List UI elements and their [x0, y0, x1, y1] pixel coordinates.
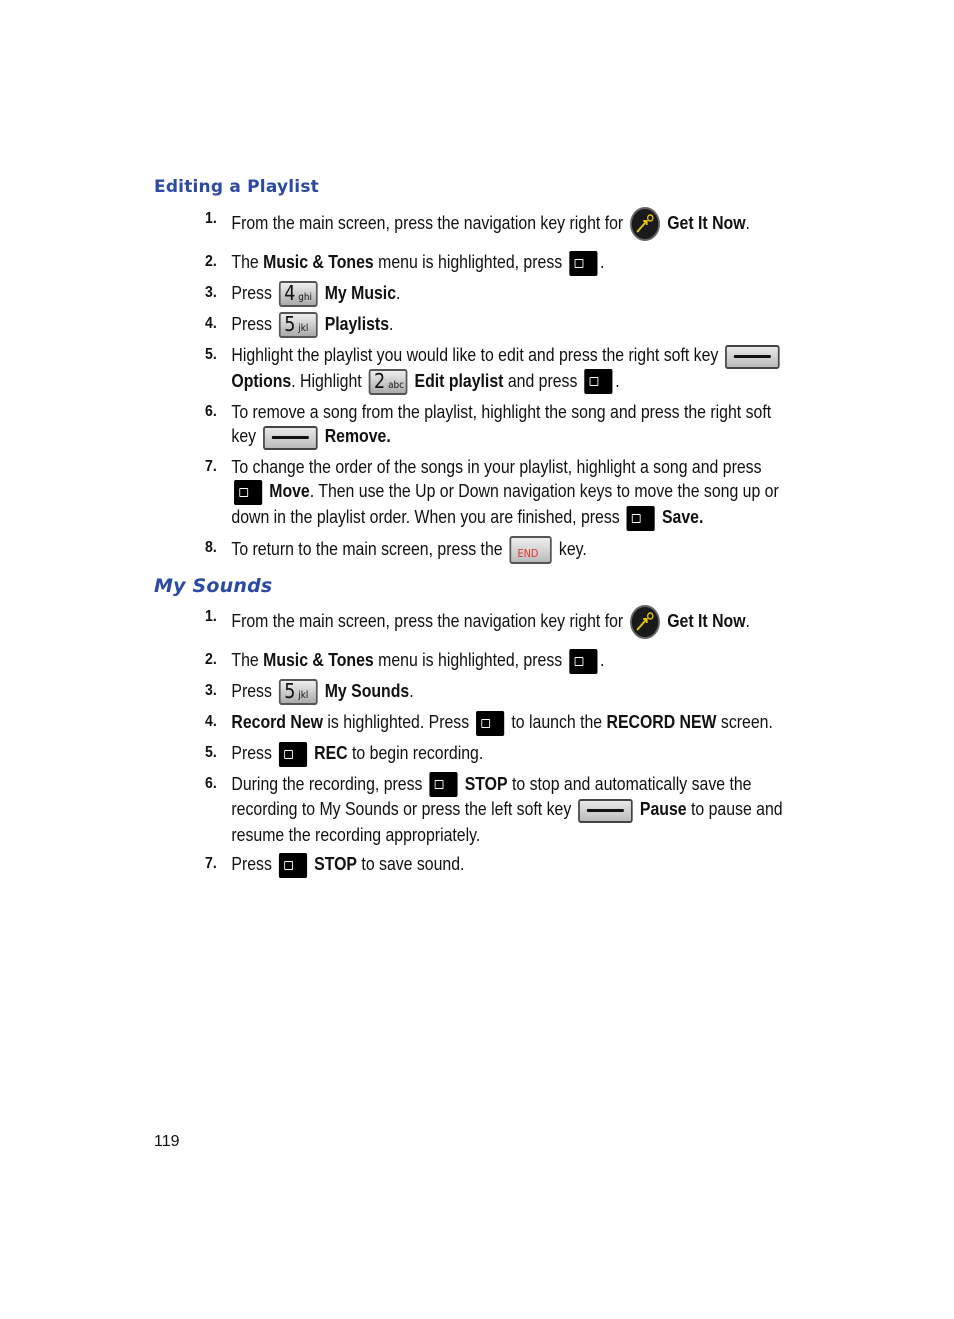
list-item: 8. To return to the main screen, press the END key. [205, 536, 795, 564]
editing-playlist-steps [205, 207, 779, 564]
ok-key-icon [476, 711, 504, 736]
navigation-key-icon [630, 605, 660, 639]
list-item: 6. During the recording, press STOP to stop and automatically save the recording to My Sounds or press the left soft key Pause to pause and resume the recording appropriately. [205, 773, 783, 845]
list-item: 6. To remove a song from the playlist, highlight the song and press the right soft key Remove. [205, 400, 795, 450]
ok-key-icon [234, 480, 262, 505]
list-item: 4. Record New is highlighted. Press to launch the RECORD NEW screen. [205, 710, 795, 736]
navigation-key-icon [630, 207, 660, 241]
ok-key-icon [279, 742, 307, 767]
left-soft-key-icon [578, 799, 633, 823]
key-5-icon: 5 jkl [279, 312, 318, 338]
list-item: 3. Press 4 ghi My Music. [205, 281, 401, 305]
ok-key-icon [584, 369, 612, 394]
ok-key-icon [569, 251, 597, 276]
list-item: 5. Press REC to begin recording. [205, 741, 795, 767]
right-soft-key-icon [263, 426, 318, 450]
list-item: 7. To change the order of the songs in your playlist, highlight a song and press Move. Then use the Up or Down navigation keys to move the song up or down in the playlist order. When you are finished, press Save. [205, 455, 795, 531]
section-heading-my-sounds: My Sounds [154, 575, 273, 597]
list-item: 1. From the main screen, press the navigation key right for Get It Now. [205, 207, 795, 241]
end-key-icon: END [510, 536, 552, 564]
ok-key-icon [279, 853, 307, 878]
ok-key-icon [627, 506, 655, 531]
key-2-icon: 2 abc [369, 369, 408, 395]
list-item: 2. The Music & Tones menu is highlighted, press . [205, 250, 795, 276]
section-heading-editing-playlist: Editing a Playlist [154, 177, 319, 197]
list-item: 7. Press STOP to save sound. [205, 852, 795, 878]
right-soft-key-icon [725, 345, 780, 369]
list-item: 5. Highlight the playlist you would like to edit and press the right soft key Options. Highlight 2 abc Edit playlist and press . [205, 343, 795, 395]
ok-key-icon [569, 649, 597, 674]
my-sounds-steps [205, 605, 783, 878]
list-item: 3. Press 5 jkl My Sounds. [205, 679, 414, 703]
key-4-icon: 4 ghi [279, 281, 318, 307]
list-item: 1. From the main screen, press the navigation key right for Get It Now. [205, 605, 795, 639]
list-item: 4. Press 5 jkl Playlists. [205, 312, 394, 337]
ok-key-icon [430, 772, 458, 797]
list-item: 2. The Music & Tones menu is highlighted, press . [205, 648, 795, 674]
page-number: 119 [154, 1133, 180, 1150]
key-5-icon: 5 jkl [279, 679, 318, 705]
